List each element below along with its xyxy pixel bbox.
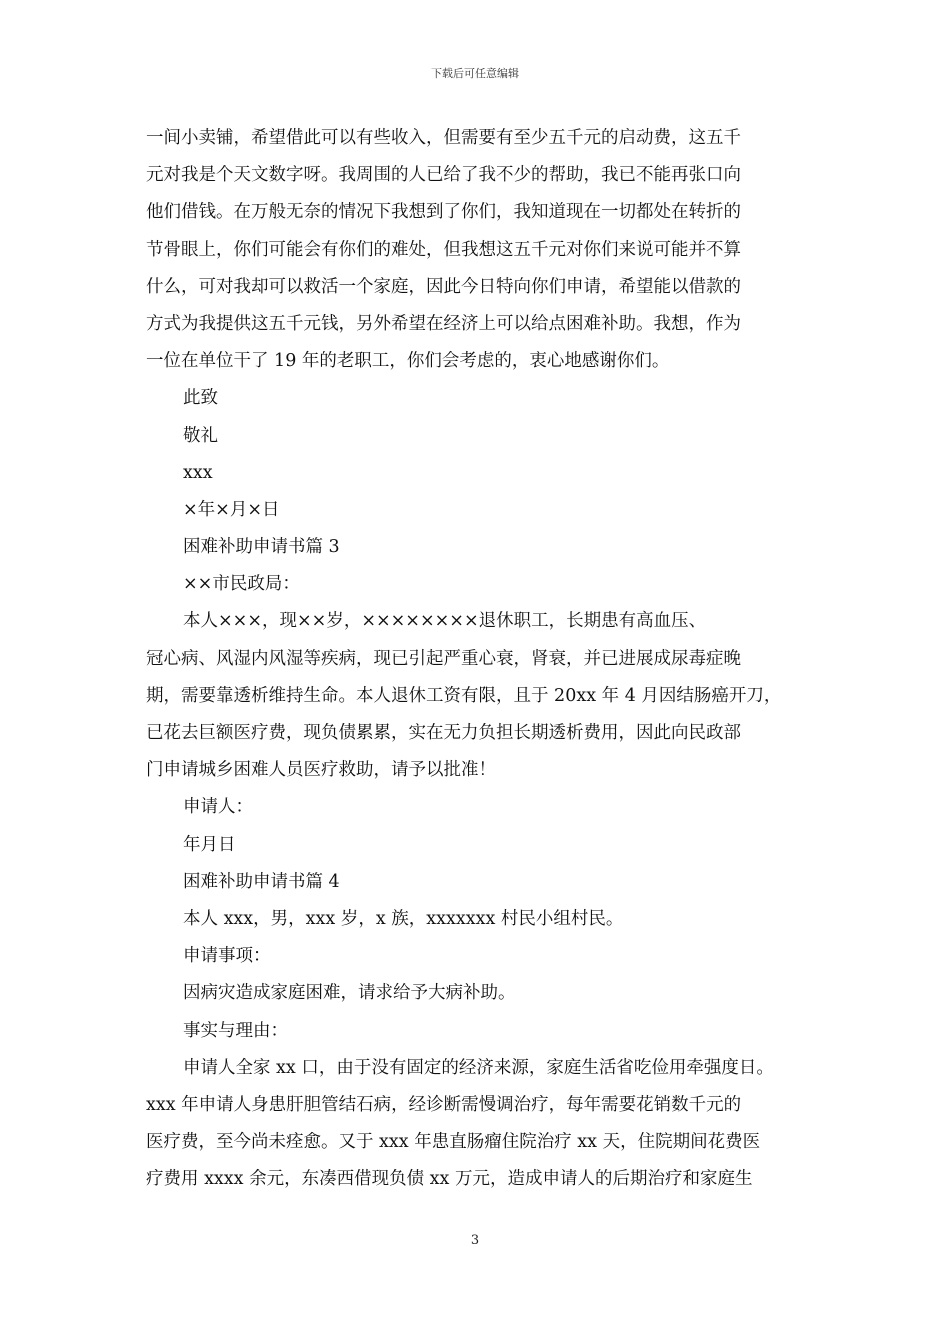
text-line: xxx 年申请人身患肝胆管结石病，经诊断需慢调治疗，每年需要花销数千元的 [146, 1094, 742, 1115]
text-line: 本人 xxx，男，xxx 岁，x 族，xxxxxxx 村民小组村民。 [183, 908, 624, 929]
text-line: ×年×月×日 [183, 499, 280, 520]
text-line: 申请人： [183, 797, 253, 818]
text-line: 已花去巨额医疗费，现负债累累，实在无力负担长期透析费用，因此向民政部 [146, 723, 741, 743]
text-line: 节骨眼上，你们可能会有你们的难处，但我想这五千元对你们来说可能并不算 [146, 239, 741, 260]
text-line: 事实与理由： [183, 1020, 288, 1041]
text-line: 申请事项： [183, 946, 271, 967]
text-line: 年月日 [183, 834, 236, 855]
text-line: 他们借钱。在万般无奈的情况下我想到了你们，我知道现在一切都处在转折的 [146, 202, 741, 223]
text-line: 因病灾造成家庭困难，请求给予大病补助。 [183, 983, 516, 1004]
text-line: 困难补助申请书篇 4 [183, 871, 340, 892]
text-line: 敬礼 [183, 425, 218, 446]
text-line: 此致 [183, 388, 218, 409]
text-line: 困难补助申请书篇 3 [183, 537, 340, 558]
text-line: 医疗费，至今尚未痊愈。又于 xxx 年患直肠瘤住院治疗 xx 天，住院期间花费医 [146, 1132, 761, 1153]
text-line: 一位在单位干了 19 年的老职工，你们会考虑的，衷心地感谢你们。 [146, 351, 670, 372]
text-line: 门申请城乡困难人员医疗救助，请予以批准！ [146, 760, 496, 781]
text-line: 期，需要靠透析维持生命。本人退休工资有限，且于 20xx 年 4 月因结肠癌开刀， [146, 685, 782, 706]
text-line: 什么，可对我却可以救活一个家庭，因此今日特向你们申请，希望能以借款的 [146, 276, 741, 297]
text-line: 元对我是个天文数字呀。我周围的人已给了我不少的帮助，我已不能再张口向 [146, 165, 741, 186]
page-header: 下载后可任意编辑 [431, 67, 519, 80]
text-line: 疗费用 xxxx 余元，东凑西借现负债 xx 万元，造成申请人的后期治疗和家庭生 [146, 1169, 753, 1190]
text-line: 一间小卖铺，希望借此可以有些收入，但需要有至少五千元的启动费，这五千 [146, 128, 741, 148]
text-line: 申请人全家 xx 口，由于没有固定的经济来源，家庭生活省吃俭用牵强度日。 [183, 1057, 774, 1078]
text-line: xxx [183, 462, 213, 483]
page-number: 3 [470, 1233, 480, 1248]
text-line: 方式为我提供这五千元钱，另外希望在经济上可以给点困难补助。我想，作为 [146, 313, 741, 334]
text-line: ××市民政局： [183, 574, 300, 595]
document-body [146, 120, 816, 1198]
text-line: 冠心病、风湿内风湿等疾病，现已引起严重心衰，肾衰，并已进展成尿毒症晚 [146, 648, 741, 669]
text-line: 本人×××，现××岁，××××××××退休职工，长期患有高血压、 [183, 611, 707, 632]
